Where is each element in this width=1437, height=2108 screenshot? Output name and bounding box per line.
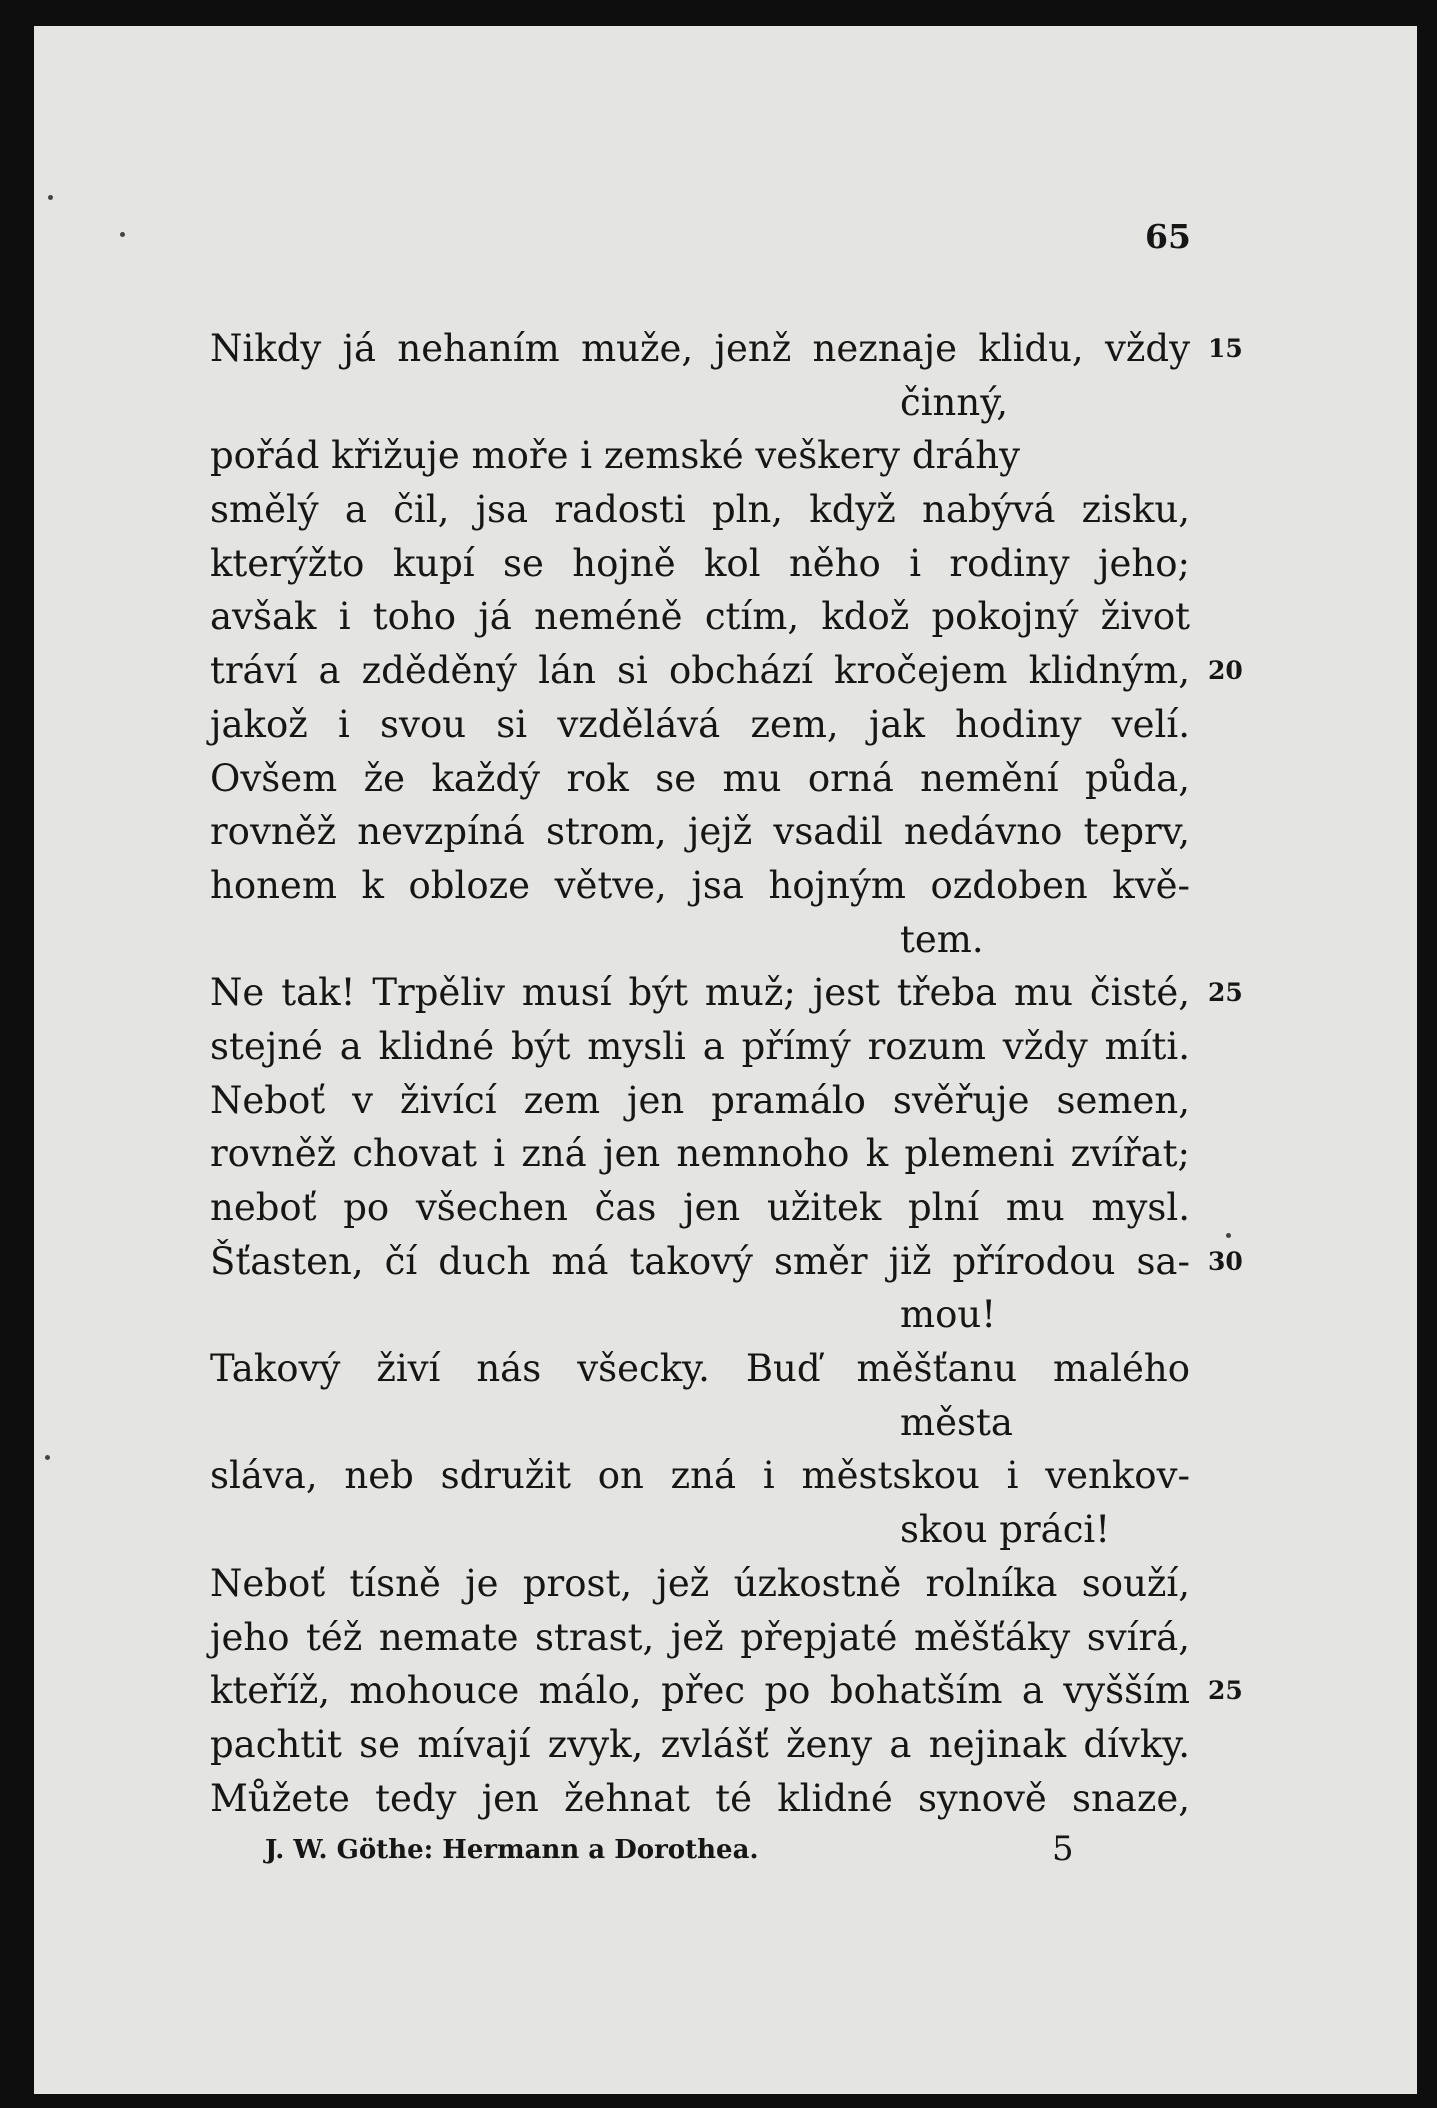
line-text: činný, <box>900 380 1008 424</box>
line-text: Takový živí nás všecky. Buď měšťanu malého <box>210 1347 1190 1391</box>
text-line <box>210 1664 1243 1718</box>
text-line <box>210 1503 1210 1557</box>
text-line <box>210 752 1210 806</box>
scan-border-right <box>1417 0 1437 2108</box>
scan-border-left <box>0 0 34 2108</box>
line-text: kteříž, mohouce málo, přec po bohatším a vyšším <box>210 1669 1190 1713</box>
line-text: rovněž chovat i zná jen nemnoho k plemeni zvířat; <box>210 1132 1190 1176</box>
text-line <box>210 1557 1210 1611</box>
line-text: honem k obloze větve, jsa hojným ozdoben kvě- <box>210 863 1190 907</box>
line-text: tráví a zděděný lán si obchází kročejem klidným, <box>210 649 1190 693</box>
text-line <box>210 859 1210 913</box>
text-line <box>210 966 1243 1020</box>
text-line <box>210 1288 1210 1342</box>
line-text: tem. <box>900 917 984 961</box>
line-text: smělý a čil, jsa radosti pln, když nabývá zisku, <box>210 488 1190 532</box>
line-text: mou! <box>900 1293 997 1337</box>
line-text: Ovšem že každý rok se mu orná nemění půda, <box>210 756 1190 800</box>
text-line <box>210 376 1210 430</box>
line-text: pořád křižuje moře i zemské veškery dráhy <box>210 434 1021 478</box>
text-line <box>210 698 1210 752</box>
text-line <box>210 1718 1210 1772</box>
text-line <box>210 644 1243 698</box>
verse-number: 30 <box>1208 1246 1243 1276</box>
text-line <box>210 1181 1210 1235</box>
text-line <box>210 322 1243 376</box>
text-line <box>210 1074 1210 1128</box>
text-line <box>210 590 1210 644</box>
line-text: sláva, neb sdružit on zná i městskou i venkov- <box>210 1454 1190 1498</box>
line-text: města <box>900 1400 1013 1444</box>
line-text: Šťasten, čí duch má takový směr již přírodou sa- <box>210 1239 1190 1283</box>
text-line <box>210 1772 1210 1826</box>
line-text: skou práci! <box>900 1508 1111 1552</box>
scan-speck <box>120 232 125 237</box>
text-line <box>210 1020 1210 1074</box>
verse-number: 20 <box>1208 656 1243 686</box>
line-text: avšak i toho já neméně ctím, kdož pokojný život <box>210 595 1190 639</box>
scan-border-bottom <box>0 2094 1437 2108</box>
line-text: Ne tak! Trpěliv musí být muž; jest třeba mu čisté, <box>210 971 1190 1015</box>
text-line <box>210 1396 1210 1450</box>
line-text: Neboť tísně je prost, jež úzkostně rolníka souží, <box>210 1561 1190 1605</box>
line-text: rovněž nevzpíná strom, jejž vsadil nedávno teprv, <box>210 810 1190 854</box>
text-line <box>210 1449 1210 1503</box>
scan-speck <box>45 1455 50 1460</box>
text-line <box>210 1235 1243 1289</box>
text-line <box>210 429 1210 483</box>
scan-speck <box>48 195 53 200</box>
scan-speck <box>1226 1233 1231 1238</box>
footer-source: J. W. Göthe: Hermann a Dorothea. <box>265 1835 759 1865</box>
line-text: neboť po všechen čas jen užitek plní mu mysl. <box>210 1186 1190 1229</box>
text-line <box>210 1611 1210 1665</box>
line-text: jakož i svou si vzdělává zem, jak hodiny velí. <box>210 702 1190 746</box>
scan-border-top <box>0 0 1437 26</box>
line-text: kterýžto kupí se hojně kol něho i rodiny jeho; <box>210 541 1190 585</box>
text-line <box>210 483 1210 537</box>
text-line <box>210 1342 1210 1396</box>
page-number: 65 <box>1145 217 1191 256</box>
signature-mark: 5 <box>1052 1829 1074 1869</box>
line-text: Můžete tedy jen žehnat té klidné synově snaze, <box>210 1776 1190 1820</box>
text-line <box>210 1127 1210 1181</box>
line-text: stejné a klidné být mysli a přímý rozum vždy míti. <box>210 1024 1190 1068</box>
verse-number: 25 <box>1208 978 1243 1008</box>
text-line <box>210 805 1210 859</box>
verse-number: 25 <box>1208 1676 1243 1706</box>
line-text: jeho též nemate strast, jež přepjaté měšťáky svírá, <box>210 1615 1190 1659</box>
text-line <box>210 537 1210 591</box>
poem-text <box>210 322 1243 1825</box>
line-text: Neboť v živící zem jen pramálo svěřuje semen, <box>210 1078 1190 1122</box>
line-text: Nikdy já nehaním muže, jenž neznaje klidu, vždy <box>210 327 1190 370</box>
text-line <box>210 913 1210 967</box>
verse-number: 15 <box>1208 334 1243 363</box>
line-text: pachtit se mívají zvyk, zvlášť ženy a nejinak dívky. <box>210 1722 1190 1766</box>
